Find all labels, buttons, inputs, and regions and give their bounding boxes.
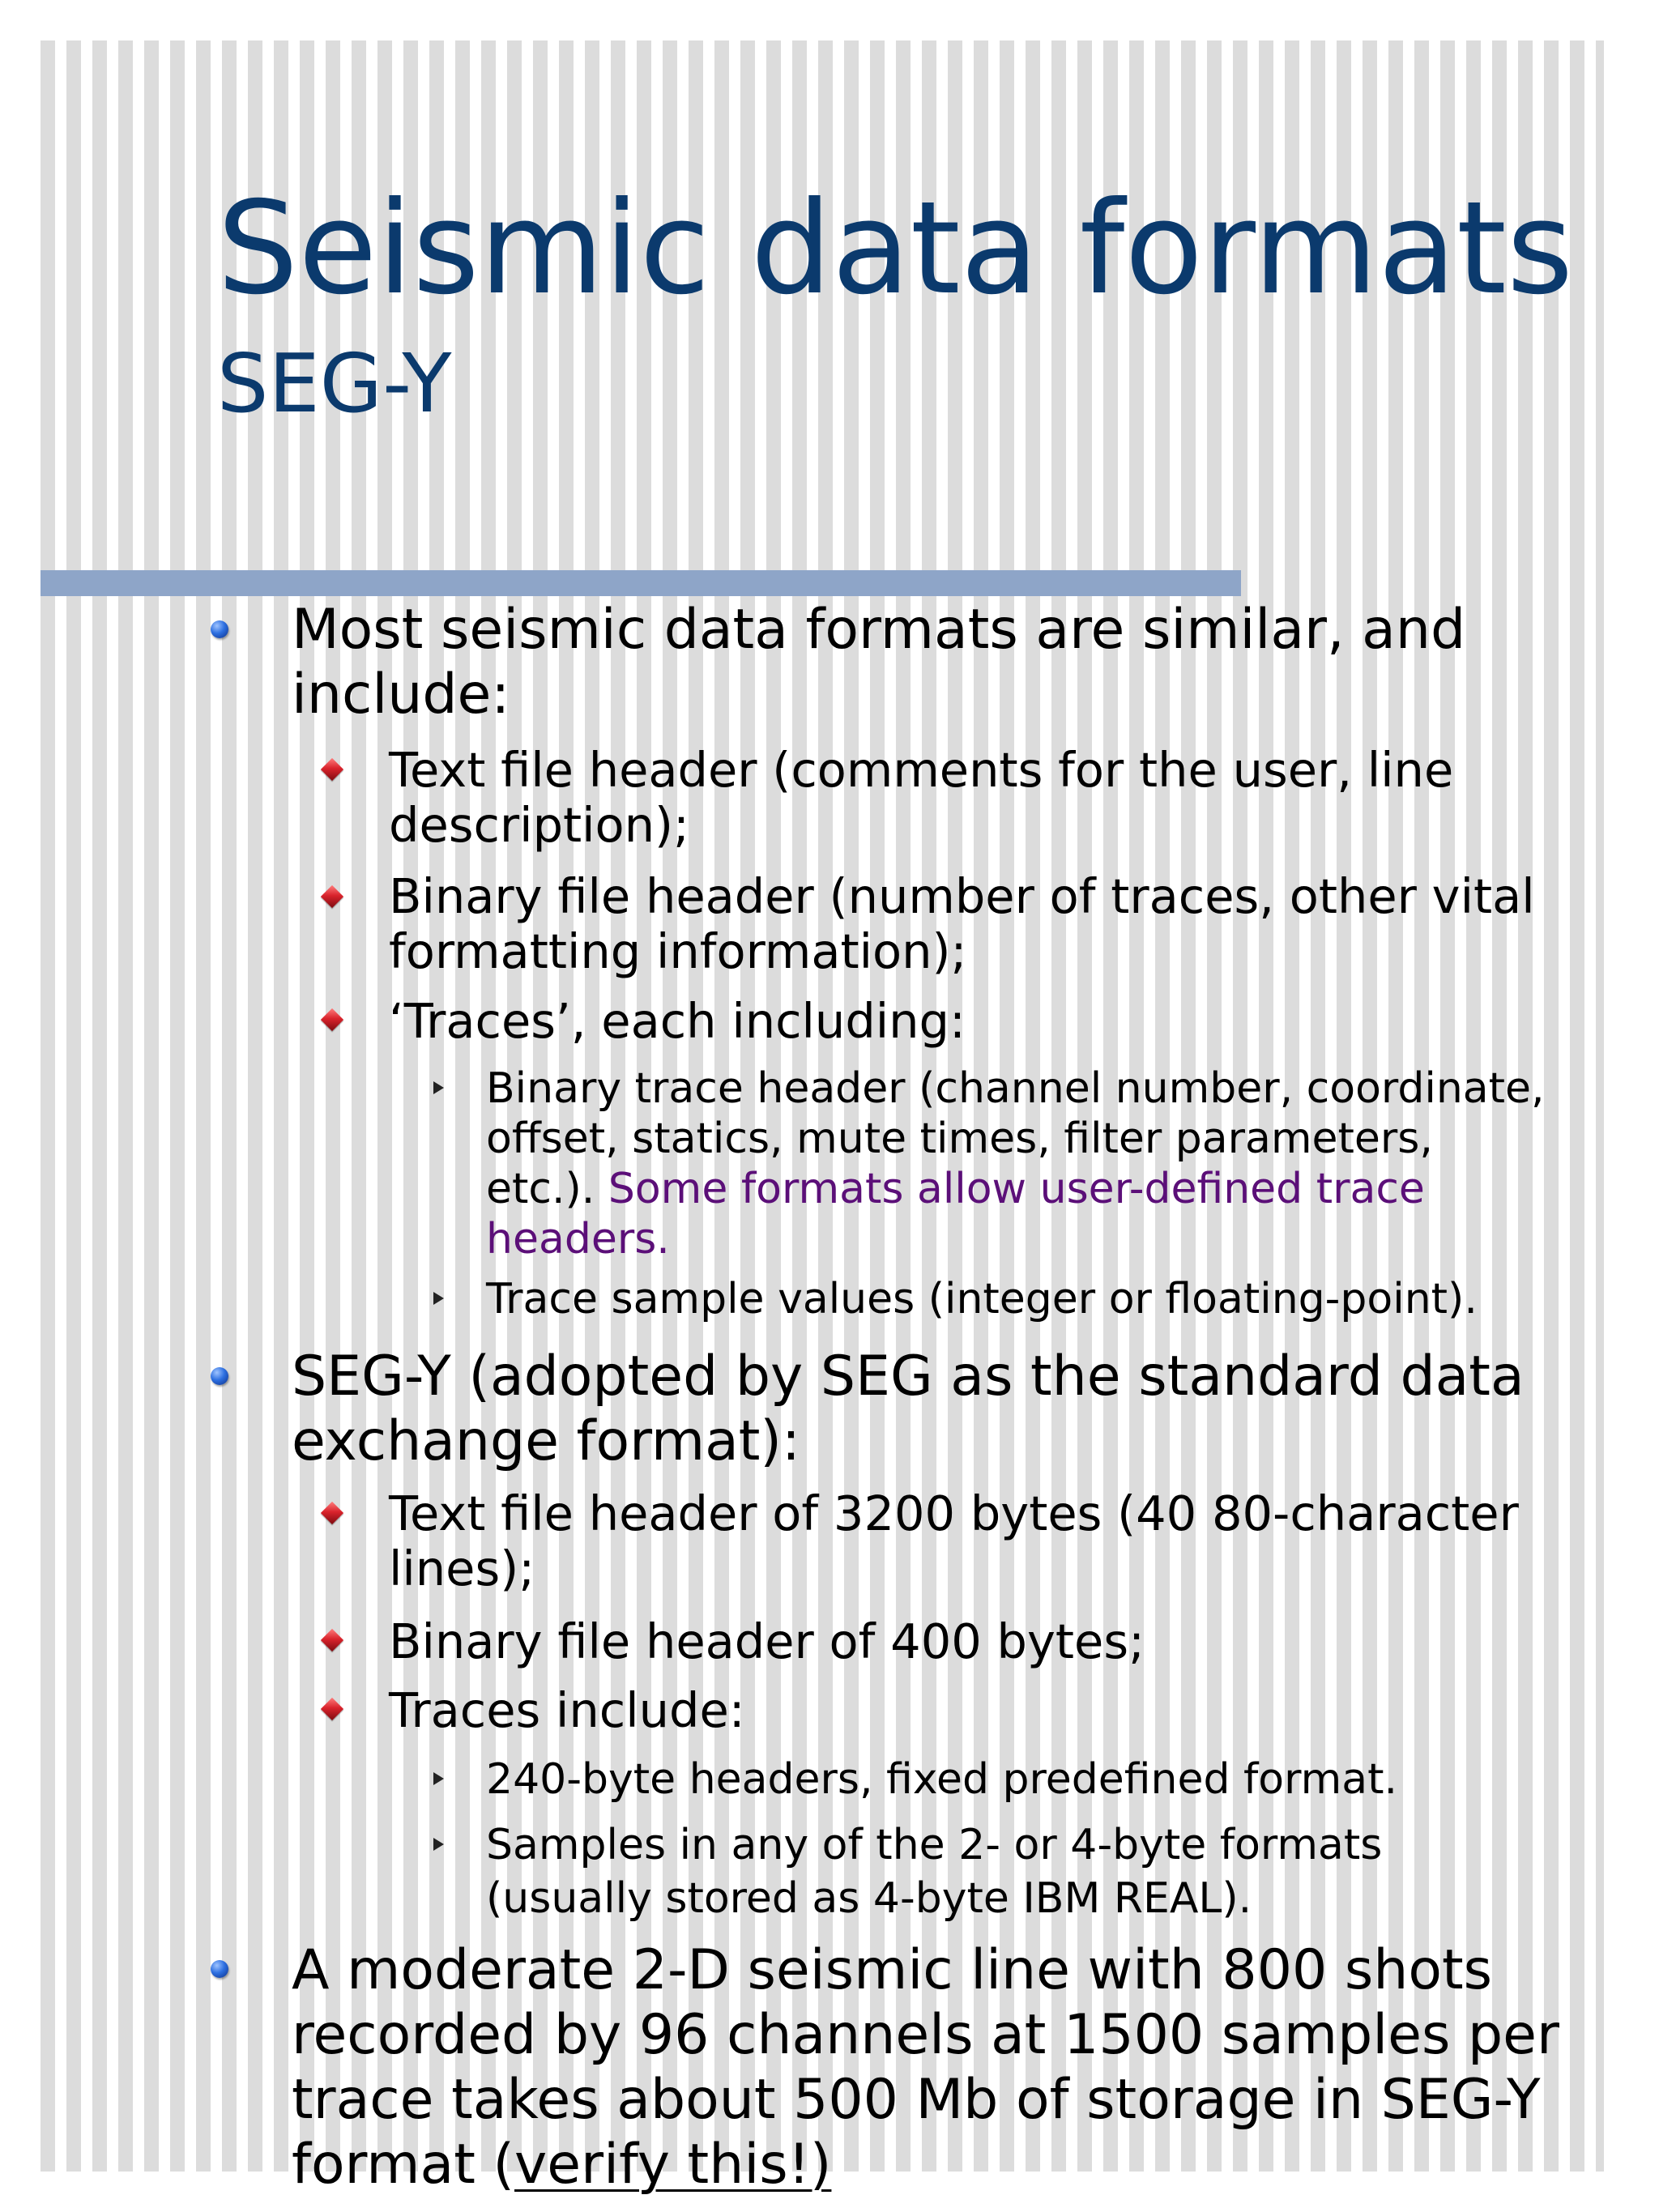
bullet-3-line-4-prefix: format ( (292, 2133, 515, 2197)
blue-bullet-icon (211, 1367, 228, 1385)
bullet-1-sub-3-item-2-line-1: Trace sample values (integer or floating-point). (486, 1275, 1478, 1323)
arrow-bullet-icon (433, 1772, 444, 1785)
blue-bullet-icon (211, 1960, 228, 1978)
bullet-1-sub-2-line-1: Binary file header (number of traces, other vital (389, 868, 1535, 924)
bullet-3-line-2: recorded by 96 channels at 1500 samples per (292, 2003, 1559, 2067)
verify-this-link[interactable]: verify this!) (514, 2133, 832, 2197)
arrow-bullet-icon (433, 1081, 444, 1094)
bullet-2-sub-3-line-1: Traces include: (389, 1682, 745, 1738)
bullet-1-sub-3-item-1-line-3 (486, 1164, 1425, 1214)
arrow-bullet-icon (433, 1838, 444, 1851)
bullet-3-line-1: A moderate 2-D seismic line with 800 shots (292, 1938, 1493, 2002)
highlighted-text: Some formats allow user-defined trace (608, 1165, 1425, 1213)
bullet-1-sub-1-line-2: description); (389, 797, 689, 853)
bullet-2-sub-3-item-1-line-1: 240-byte headers, fixed predefined format. (486, 1755, 1398, 1804)
bullet-2-sub-2-line-1: Binary file header of 400 bytes; (389, 1613, 1145, 1669)
bullet-1-sub-3-item-1-line-4: headers. (486, 1215, 670, 1264)
bullet-1-sub-2-line-2: formatting information); (389, 923, 967, 979)
bullet-1-sub-3-item-1-line-1: Binary trace header (channel number, coordinate, (486, 1064, 1545, 1113)
bullet-2-line-1: SEG-Y (adopted by SEG as the standard data (292, 1345, 1525, 1409)
bullet-2-sub-3-item-2-line-1: Samples in any of the 2- or 4-byte formats (486, 1821, 1383, 1869)
arrow-bullet-icon (433, 1292, 444, 1305)
bullet-1-line-2: include: (292, 663, 510, 727)
slide-subtitle: SEG-Y (217, 336, 452, 431)
bullet-1-sub-3-line-1: ‘Traces’, each including: (389, 993, 966, 1049)
blue-bullet-icon (211, 620, 228, 638)
plain-text: etc.). (486, 1165, 608, 1213)
title-divider-bar (41, 570, 1241, 596)
bullet-2-sub-1-line-2: lines); (389, 1541, 535, 1596)
bullet-1-sub-1-line-1: Text file header (comments for the user, line (389, 742, 1454, 798)
slide-title: Seismic data formats (217, 174, 1574, 323)
bullet-2-line-2: exchange format): (292, 1409, 800, 1473)
bullet-3-line-3: trace takes about 500 Mb of storage in SEG-Y (292, 2068, 1541, 2132)
bullet-1-sub-3-item-1-line-2: offset, statics, mute times, filter parameters, (486, 1115, 1433, 1163)
bullet-2-sub-1-line-1: Text file header of 3200 bytes (40 80-character (389, 1485, 1519, 1541)
bullet-2-sub-3-item-2-line-2: (usually stored as 4-byte IBM REAL). (486, 1874, 1252, 1923)
bullet-3-line-4 (292, 2133, 831, 2197)
bullet-1-line-1: Most seismic data formats are similar, and (292, 598, 1466, 662)
